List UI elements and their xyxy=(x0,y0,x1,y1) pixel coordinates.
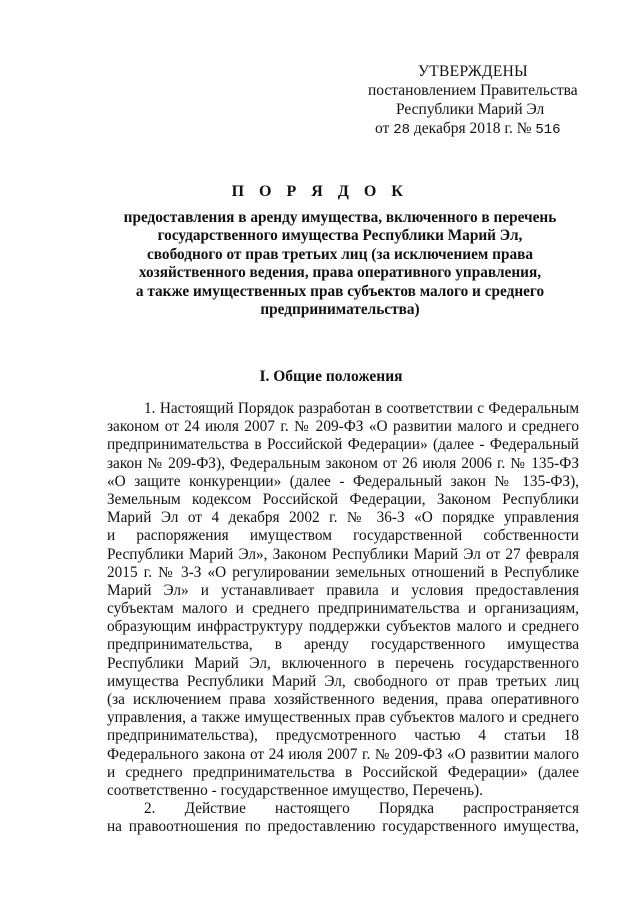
body-line: субъектам малого и среднего предпринимательства и организациям, xyxy=(107,600,579,618)
body-line: Федерального закона от 24 июля 2007 г. № 209-ФЗ «О развитии малого xyxy=(107,745,579,763)
approval-decree-line: постановлением Правительства xyxy=(368,82,578,99)
approval-stamp xyxy=(368,62,588,140)
body-line: и среднего предпринимательства в Российской Федерации» (далее xyxy=(107,763,579,781)
body-line: и распоряжения имуществом государственной собственности xyxy=(107,527,579,545)
body-line: управления, а также имущественных прав субъектов малого и среднего xyxy=(107,709,579,727)
body-line: Республики Марий Эл, включенного в перечень государственного xyxy=(107,654,579,672)
body-line: предпринимательства), предусмотренного частью 4 статьи 18 xyxy=(107,727,579,745)
body-line: законом от 24 июля 2007 г. № 209-ФЗ «О развитии малого и среднего xyxy=(107,418,579,436)
body-line: имущества Республики Марий Эл, свободного от прав третьих лиц xyxy=(107,672,579,690)
body-text xyxy=(107,400,579,837)
body-line: на правоотношения по предоставлению государственного имущества, xyxy=(107,818,579,836)
document-title: П О Р Я Д О К xyxy=(231,183,409,200)
approval-number: 516 xyxy=(535,122,561,138)
body-line: образующим инфраструктуру поддержки субъектов малого и среднего xyxy=(107,618,579,636)
approval-date-line xyxy=(368,119,588,140)
subtitle-line: предоставления в аренду имущества, включенного в перечень xyxy=(123,209,557,226)
approval-heading: УТВЕРЖДЕНЫ xyxy=(418,63,528,80)
body-line: соответственно - государственное имущество, Перечень). xyxy=(107,781,483,799)
body-line: Республики Марий Эл», Законом Республики Марий Эл от 27 февраля xyxy=(107,545,579,563)
body-line: Марий Эл от 4 декабря 2002 г. № 36-З «О порядке управления xyxy=(107,509,579,527)
approval-republic-line: Республики Марий Эл xyxy=(396,101,545,118)
body-line: 1. Настоящий Порядок разработан в соответствии с Федеральным xyxy=(144,400,579,417)
body-line: предпринимательства в Российской Федерации» (далее - Федеральный xyxy=(107,436,579,454)
body-line: предпринимательства, в аренду государственного имущества xyxy=(107,636,579,654)
body-line: 2015 г. № 3-З «О регулировании земельных отношений в Республике xyxy=(107,563,579,581)
subtitle-line: свободного от прав третьих лиц (за исключением права xyxy=(146,245,534,263)
document-subtitle xyxy=(105,209,575,319)
body-line: (за исключением права хозяйственного ведения, права оперативного xyxy=(107,691,579,708)
subtitle-line: а также имущественных прав субъектов малого и среднего xyxy=(135,282,545,300)
approval-month-year: декабря 2018 г. № xyxy=(413,120,532,137)
subtitle-line: государственного имущества Республики Марий Эл, xyxy=(157,227,523,245)
approval-day: 28 xyxy=(393,122,411,138)
body-line: Земельным кодексом Российской Федерации, Законом Республики xyxy=(107,490,579,508)
body-line: «О защите конкуренции» (далее - Федеральный закон № 135-ФЗ), xyxy=(107,472,579,490)
body-line: 2. Действие настоящего Порядка распространяется xyxy=(144,800,579,818)
body-line: Марий Эл» и устанавливает правила и условия предоставления xyxy=(107,581,579,599)
subtitle-line: хозяйственного ведения, права оперативного управления, xyxy=(138,264,542,282)
subtitle-line: предпринимательства) xyxy=(260,301,420,319)
body-line: закон № 209-ФЗ), Федеральным законом от 26 июля 2006 г. № 135-ФЗ xyxy=(107,454,579,472)
approval-date-prefix: от xyxy=(375,120,390,137)
section-heading: I. Общие положения xyxy=(259,368,403,385)
